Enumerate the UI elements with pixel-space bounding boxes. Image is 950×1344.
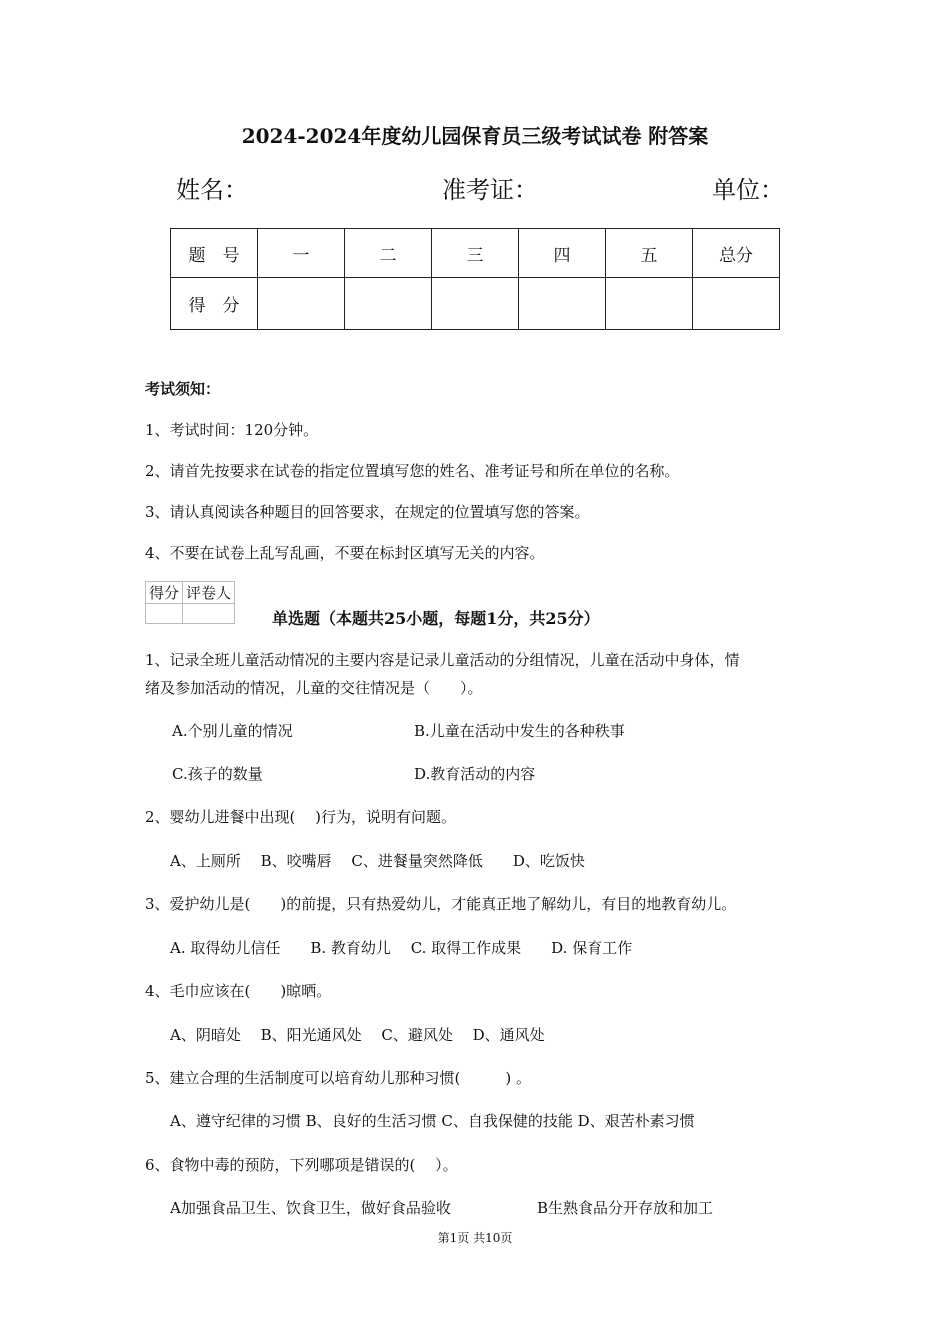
question-3-options[interactable]: A. 取得幼儿信任 B. 教育幼儿 C. 取得工作成果 D. 保育工作: [170, 939, 633, 957]
grader-reviewer-label: 评卷人: [183, 582, 235, 604]
score-header-label: 题 号: [171, 229, 258, 278]
question-1-option-c[interactable]: C.孩子的数量: [172, 765, 263, 783]
question-1-text: 1、记录全班儿童活动情况的主要内容是记录儿童活动的分组情况，儿童在活动中身体，情: [145, 651, 740, 669]
notice-heading: 考试须知：: [145, 380, 221, 398]
exam-number-field-label: 准考证：: [442, 176, 538, 204]
question-4-options[interactable]: A、阴暗处 B、阳光通风处 C、避风处 D、通风处: [170, 1026, 545, 1044]
page-title: 2024-2024年度幼儿园保育员三级考试试卷 附答案: [241, 124, 709, 148]
score-cell-1[interactable]: [258, 278, 345, 330]
score-cell-total[interactable]: [693, 278, 780, 330]
question-5-text: 5、建立合理的生活制度可以培育幼儿那种习惯( ) 。: [145, 1069, 532, 1087]
unit-field-label: 单位：: [712, 176, 784, 204]
notice-item: 2、请首先按要求在试卷的指定位置填写您的姓名、准考证号和所在单位的名称。: [145, 462, 680, 480]
question-4-text: 4、毛巾应该在( )晾晒。: [145, 982, 332, 1000]
score-cell-3[interactable]: [432, 278, 519, 330]
score-header-2: 二: [345, 229, 432, 278]
question-1-text-cont: 绪及参加活动的情况，儿童的交往情况是（ ）。: [145, 679, 483, 697]
score-header-total: 总分: [693, 229, 780, 278]
score-cell-4[interactable]: [519, 278, 606, 330]
question-2-options[interactable]: A、上厕所 B、咬嘴唇 C、进餐量突然降低 D、吃饭快: [170, 852, 585, 870]
question-6-text: 6、食物中毒的预防，下列哪项是错误的( ）。: [145, 1156, 458, 1174]
score-row-label: 得 分: [171, 278, 258, 330]
grader-box: [145, 581, 235, 624]
question-2-text: 2、婴幼儿进餐中出现( )行为，说明有问题。: [145, 808, 457, 826]
grader-score-cell[interactable]: [146, 604, 183, 624]
question-1-option-a[interactable]: A.个别儿童的情况: [172, 722, 293, 740]
grader-reviewer-cell[interactable]: [183, 604, 235, 624]
question-6-option-b[interactable]: B生熟食品分开存放和加工: [537, 1199, 714, 1217]
score-cell-5[interactable]: [606, 278, 693, 330]
notice-item: 4、不要在试卷上乱写乱画，不要在标封区填写无关的内容。: [145, 544, 545, 562]
score-header-4: 四: [519, 229, 606, 278]
score-table: [170, 228, 780, 330]
question-1-option-d[interactable]: D.教育活动的内容: [414, 765, 536, 783]
score-header-1: 一: [258, 229, 345, 278]
question-3-text: 3、爱护幼儿是( )的前提，只有热爱幼儿，才能真正地了解幼儿，有目的地教育幼儿。: [145, 895, 737, 913]
section-title: 单选题（本题共25小题，每题1分，共25分）: [272, 609, 600, 628]
question-5-options[interactable]: A、遵守纪律的习惯 B、良好的生活习惯 C、自我保健的技能 D、艰苦朴素习惯: [170, 1112, 695, 1130]
page-footer: 第1页 共10页: [437, 1231, 513, 1245]
question-6-option-a[interactable]: A加强食品卫生、饮食卫生，做好食品验收: [170, 1199, 451, 1217]
notice-item: 1、考试时间：120分钟。: [145, 421, 319, 439]
score-header-3: 三: [432, 229, 519, 278]
notice-item: 3、请认真阅读各种题目的回答要求，在规定的位置填写您的答案。: [145, 503, 590, 521]
score-header-5: 五: [606, 229, 693, 278]
grader-score-label: 得分: [146, 582, 183, 604]
name-field-label: 姓名：: [176, 176, 248, 204]
score-cell-2[interactable]: [345, 278, 432, 330]
question-1-option-b[interactable]: B.儿童在活动中发生的各种秩事: [414, 722, 625, 740]
